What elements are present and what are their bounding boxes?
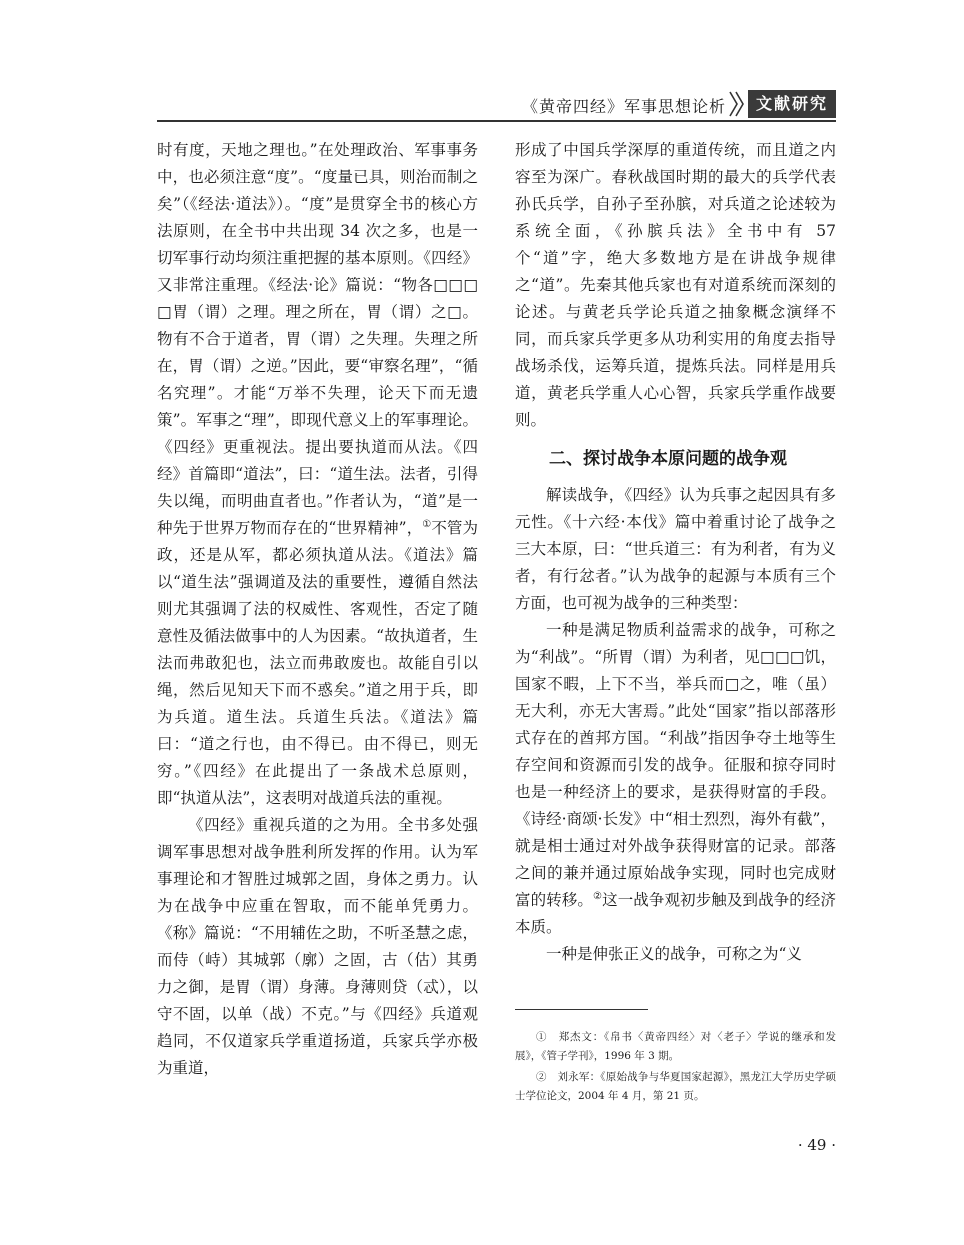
paragraph: 解读战争，《四经》认为兵事之起因具有多元性。《十六经·本伐》篇中着重讨论了战争之三大本原，曰：“世兵道三：有为利者，有为义者，有行忿者。”认为战争的起源与本质有三个方面，也可视为战争的三种类型： [515,486,836,612]
paragraph: 一种是伸张正义的战争，可称之为“义 [546,945,802,963]
footnote: ② 刘永军：《原始战争与华夏国家起源》，黑龙江大学历史学硕士学位论文，2004 年 4 月，第 21 页。 [515,1071,837,1102]
running-header [157,88,836,122]
footnote-mark: ② [593,890,603,902]
double-chevron-icon [728,90,746,118]
paragraph: 一种是满足物质利益需求的战争，可称之为“利战”。“所胃（谓）为利者，见□□□饥，国家不暇，上下不当，举兵而□之，唯（虽）无大利，亦无大害焉。”此处“国家”指以部落形式存在的酋邦方国。“利战”指因争夺土地等生存空间和资源而引发的战争。征服和掠夺同时也是一种经济上的要求，是获得财富的手段。《诗经·商颂·长发》中“相士烈烈，海外有截”，就是相士通过对外战争获得财富的记录。部落之间的兼并通过原始战争实现，同时也完成财富的转移。②这一战争观初步触及到战争的经济本质。 [515,621,836,936]
page-number: · 49 · [797,1136,836,1154]
running-header-title: 《黄帝四经》军事思想论析 [521,97,726,116]
paragraph: 《四经》重视兵道的之为用。全书多处强调军事思想对战争胜利所发挥的作用。认为军事理论和才智胜过城郭之固，身体之勇力。认为在战争中应重在智取，而不能单凭勇力。《称》篇说：“不用辅佐之助，不听圣慧之虑，而侍（峙）其城郭（廓）之固，古（估）其勇力之御，是胃（谓）身薄。身薄则贷（忒），以守不固，以单（战）不克。”与《四经》兵道观趋同，不仅道家兵学重道扬道，兵家兵学亦极为重道， [157,816,478,1077]
footnotes [515,1028,836,1108]
left-column [157,137,478,1082]
header-rule [157,120,836,122]
footnote-mark: ② [536,1071,547,1083]
footnote: ① 郑杰文：《帛书〈黄帝四经〉对〈老子〉学说的继承和发展》，《管子学刊》，1996 年 3 期。 [515,1031,837,1062]
paragraph: 时有度，天地之理也。”在处理政治、军事事务中，也必须注意“度”。“度量已具，则治而制之矣”（《经法·道法》）。“度”是贯穿全书的核心方法原则，在全书中共出现 34 次之多，也是一切军事行动均须注重把握的基本原则。《四经》又非常注重理。《经法·论》篇说：“物各□□□□胃（谓）之理。理之所在，胃（谓）之□。物有不合于道者，胃（谓）之失理。失理之所在，胃（谓）之逆。”因此，要“审察名理”，“循名究理”。才能“万举不失理，论天下而无遗策”。军事之“理”，即现代意义上的军事理论。《四经》更重视法。提出要执道而从法。《四经》首篇即“道法”，曰：“道生法。法者，引得失以绳，而明曲直者也。”作者认为，“道”是一种先于世界万物而存在的“世界精神”，①不管为政，还是从军，都必须执道从法。《道法》篇以“道生法”强调道及法的重要性，遵循自然法则尤其强调了法的权威性、客观性，否定了随意性及循法做事中的人为因素。“故执道者，生法而弗敢犯也，法立而弗敢废也。故能自引以绳，然后见知天下而不惑矣。”道之用于兵，即为兵道。道生法。兵道生兵法。《道法》篇曰：“道之行也，由不得已。由不得已，则无穷。”《四经》在此提出了一条战术总原则，即“执道从法”，这表明对战道兵法的重视。 [157,141,478,807]
section-heading: 二、探讨战争本原问题的战争观 [549,449,787,469]
footnote-mark: ① [536,1031,548,1043]
paragraph: 形成了中国兵学深厚的重道传统，而且道之内容至为深广。春秋战国时期的最大的兵学代表孙氏兵学，自孙子至孙膑，对兵道之论述较为系统全面，《孙膑兵法》全书中有 57 个“道”字，绝大多数地方是在讲战争规律之“道”。先秦其他兵家也有对道系统而深刻的论述。与黄老兵学论兵道之抽象概念演绎不同，而兵家兵学更多从功利实用的角度去指导战场杀伐，运筹兵道，提炼兵法。同样是用兵道，黄老兵学重人心心智，兵家兵学重作战要则。 [515,141,836,429]
footnote-rule [515,1009,648,1010]
section-label: 文献研究 [748,90,836,118]
footnote-mark: ① [422,518,432,530]
right-column [515,137,836,968]
